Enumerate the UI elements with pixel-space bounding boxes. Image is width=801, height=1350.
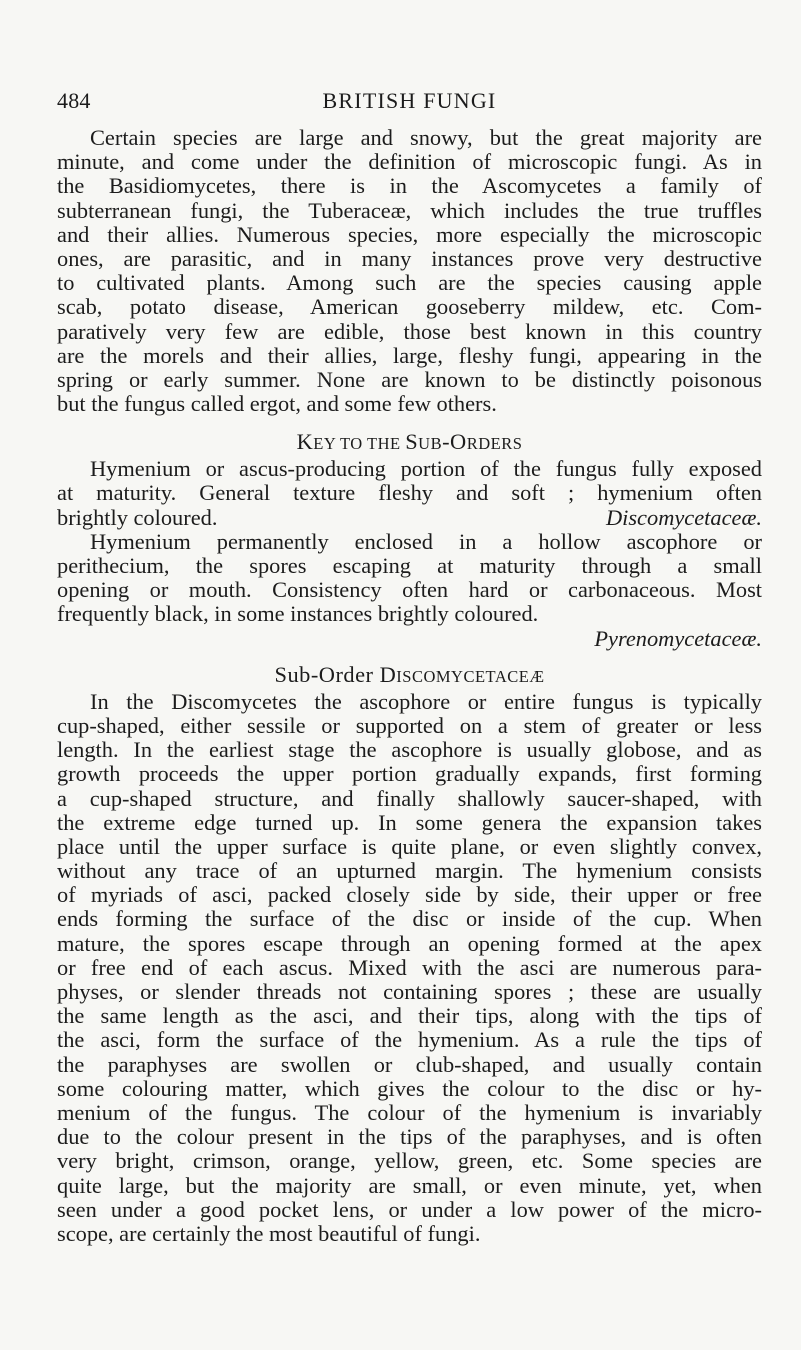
key-result-taxon: Discomycetaceæ. xyxy=(605,504,762,530)
paragraph-line: quite large, but the majority are small, or even minute, yet, when xyxy=(57,1173,762,1198)
paragraph-line: to cultivated plants. Among such are the species causing apple xyxy=(57,271,762,296)
key-entry-line: brightly coloured. xyxy=(57,504,218,530)
paragraph-line: place until the upper surface is quite plane, or even slightly convex, xyxy=(57,834,762,859)
key-heading-initial: O xyxy=(450,429,467,455)
paragraph-line: physes, or slender threads not containing spores ; these are usually xyxy=(57,980,762,1004)
key-heading-initial: S xyxy=(405,429,419,455)
key-entry-line: perithecium, the spores escaping at maturity through a small xyxy=(57,554,762,578)
key-entry-line: opening or mouth. Consistency often hard or carbonaceous. Most xyxy=(57,578,762,603)
key-entry-line: frequently black, in some instances brightly coloured. xyxy=(57,602,539,627)
paragraph-line: ends forming the surface of the disc or inside of the cup. When xyxy=(57,907,762,932)
running-head: BRITISH FUNGI xyxy=(322,88,497,113)
paragraph-line: the Basidiomycetes, there is in the Ascomycetes a family of xyxy=(57,174,762,199)
paragraph-line: the paraphyses are swollen or club-shaped, and usually contain xyxy=(57,1052,762,1077)
page-body xyxy=(57,126,762,1246)
key-heading xyxy=(57,427,762,457)
paragraph-line: seen under a good pocket lens, or under a low power of the micro- xyxy=(57,1197,762,1222)
suborder-heading-initial: D xyxy=(379,661,397,687)
paragraph-line: and their allies. Numerous species, more especially the microscopic xyxy=(57,222,762,247)
paragraph-line: growth proceeds the upper portion gradually expands, first forming xyxy=(57,762,762,787)
key-entry-pyrenomycetaceae xyxy=(57,530,762,651)
key-heading-small-caps: TO THE xyxy=(335,434,406,454)
section-spacer xyxy=(57,651,762,660)
paragraph-intro xyxy=(57,126,762,416)
key-heading-small-caps: EY xyxy=(313,434,336,454)
suborder-heading xyxy=(57,660,762,690)
key-heading-small-caps: RDERS xyxy=(466,434,523,454)
key-entry-line: Hymenium permanently enclosed in a hollow ascophore or xyxy=(90,529,762,554)
paragraph-line: due to the colour present in the tips of the paraphyses, and is often xyxy=(57,1125,762,1150)
paragraph-line: some colouring matter, which gives the colour to the disc or hy- xyxy=(57,1076,762,1101)
key-result-taxon: Pyrenomycetaceæ. xyxy=(594,626,762,651)
key-entry-line: Hymenium or ascus-producing portion of the fungus fully exposed xyxy=(90,457,762,482)
key-entry-line: at maturity. General texture fleshy and soft ; hymenium often xyxy=(57,481,762,506)
paragraph-line: length. In the earliest stage the ascophore is usually globose, and as xyxy=(57,738,762,763)
paragraph-line: subterranean fungi, the Tuberaceæ, which includes the true truffles xyxy=(57,198,762,223)
paragraph-line: a cup-shaped structure, and finally shallowly saucer-shaped, with xyxy=(57,786,762,811)
paragraph-line: are the morels and their allies, large, fleshy fungi, appearing in the xyxy=(57,343,762,368)
paragraph-line: mature, the spores escape through an opening formed at the apex xyxy=(57,931,762,956)
paragraph-line: minute, and come under the definition of microscopic fungi. As in xyxy=(57,150,762,175)
paragraph-line: the extreme edge turned up. In some genera the expansion takes xyxy=(57,810,762,835)
paragraph-line: without any trace of an upturned margin. The hymenium consists xyxy=(57,859,762,884)
paragraph-line: but the fungus called ergot, and some few others. xyxy=(57,392,497,417)
paragraph-line: cup-shaped, either sessile or supported on a stem of greater or less xyxy=(57,713,762,738)
suborder-heading-prefix: Sub-Order xyxy=(274,661,380,687)
key-heading-initial: K xyxy=(296,429,314,455)
paragraph-line: ones, are parasitic, and in many instances prove very destructive xyxy=(57,246,762,271)
paragraph-discomycetes xyxy=(57,690,762,1246)
paragraph-line: of myriads of asci, packed closely side by side, their upper or free xyxy=(57,883,762,908)
key-heading-hyphen: - xyxy=(442,429,451,455)
paragraph-line: Certain species are large and snowy, but the great majority are xyxy=(90,126,762,150)
key-entry-discomycetaceae xyxy=(57,457,762,530)
key-heading-small-caps: UB xyxy=(418,434,443,454)
section-spacer xyxy=(57,416,762,427)
page-header xyxy=(57,88,762,116)
paragraph-line: or free end of each ascus. Mixed with the asci are numerous para- xyxy=(57,955,762,980)
key-entry-result-line xyxy=(57,506,762,530)
paragraph-line: spring or early summer. None are known to be distinctly poisonous xyxy=(57,367,762,392)
paragraph-line: paratively very few are edible, those best known in this country xyxy=(57,319,762,344)
paragraph-line: scab, potato disease, American gooseberry mildew, etc. Com- xyxy=(57,295,762,320)
page-number: 484 xyxy=(57,88,91,113)
suborder-heading-small-caps: ISCOMYCETACEÆ xyxy=(396,666,545,686)
paragraph-line: In the Discomycetes the ascophore or entire fungus is typically xyxy=(90,689,762,714)
paragraph-line: scope, are certainly the most beautiful of fungi. xyxy=(57,1221,481,1246)
paragraph-line: menium of the fungus. The colour of the hymenium is invariably xyxy=(57,1100,762,1125)
paragraph-line: the same length as the asci, and their tips, along with the tips of xyxy=(57,1004,762,1029)
paragraph-line: very bright, crimson, orange, yellow, green, etc. Some species are xyxy=(57,1149,762,1174)
paragraph-line: the asci, form the surface of the hymenium. As a rule the tips of xyxy=(57,1028,762,1053)
